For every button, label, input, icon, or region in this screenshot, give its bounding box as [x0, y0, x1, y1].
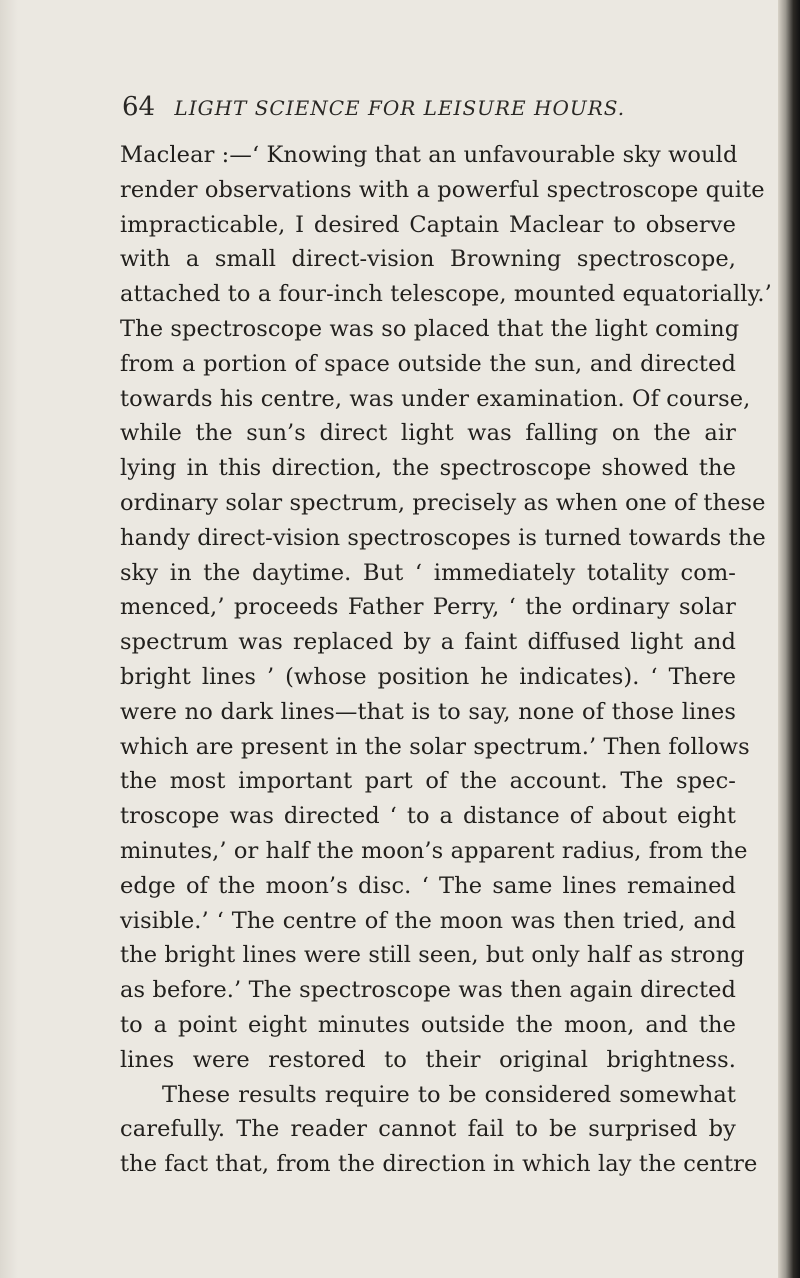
text-line: minutes,’ or half the moon’s apparent radius, from the [120, 837, 748, 864]
text-line: towards his centre, was under examination. Of course, [120, 385, 751, 412]
text-line: Maclear :—‘ Knowing that an unfavourable sky would [120, 142, 738, 168]
text-line: the fact that, from the direction in which lay the centre [120, 1151, 758, 1178]
text-line: attached to a four-inch telescope, mounted equatorially.’ [120, 281, 772, 308]
body-text [120, 138, 772, 1182]
text-line: the bright lines were still seen, but only half as strong [120, 942, 745, 969]
text-line: with a small direct-vision Browning spectroscope, [120, 246, 736, 273]
running-title: LIGHT SCIENCE FOR LEISURE HOURS. [174, 96, 626, 120]
text-line: lying in this direction, the spectroscope showed the [120, 455, 736, 482]
text-line: troscope was directed ‘ to a distance of about eight [120, 803, 736, 830]
text-line: from a portion of space outside the sun, and directed [120, 350, 736, 377]
text-line: menced,’ proceeds Father Perry, ‘ the ordinary solar [120, 594, 736, 621]
text-line: were no dark lines—that is to say, none of those lines [120, 698, 736, 725]
text-line: visible.’ ‘ The centre of the moon was then tried, and [120, 907, 736, 934]
text-line: edge of the moon’s disc. ‘ The same lines remained [120, 872, 736, 899]
text-line: ordinary solar spectrum, precisely as when one of these [120, 489, 766, 516]
page-number: 64 [122, 92, 156, 122]
text-line: handy direct-vision spectroscopes is turned towards the [120, 524, 766, 551]
text-line: lines were restored to their original brightness. [120, 1046, 736, 1073]
page-gutter-shadow [0, 0, 18, 1278]
text-line: impracticable, I desired Captain Maclear to observe [120, 211, 736, 238]
text-line: render observations with a powerful spectroscope quite [120, 176, 765, 203]
text-line: spectrum was replaced by a faint diffused light and [120, 629, 736, 656]
text-line: which are present in the solar spectrum.’ Then follows [120, 733, 750, 760]
text-line: the most important part of the account. The spec- [120, 768, 736, 795]
text-line: to a point eight minutes outside the moon, and the [120, 1011, 736, 1038]
text-line: bright lines ’ (whose position he indicates). ‘ There [120, 663, 736, 690]
text-line: sky in the daytime. But ‘ immediately totality com- [120, 559, 736, 586]
text-line: The spectroscope was so placed that the light coming [120, 315, 740, 342]
text-line: carefully. The reader cannot fail to be surprised by [120, 1116, 736, 1143]
page-edge-shadow [778, 0, 800, 1278]
running-header [122, 92, 625, 122]
text-line: as before.’ The spectroscope was then again directed [120, 977, 736, 1004]
paragraph-start-line: These results require to be considered somewhat [162, 1081, 736, 1108]
text-line: while the sun’s direct light was falling on the air [120, 420, 736, 447]
